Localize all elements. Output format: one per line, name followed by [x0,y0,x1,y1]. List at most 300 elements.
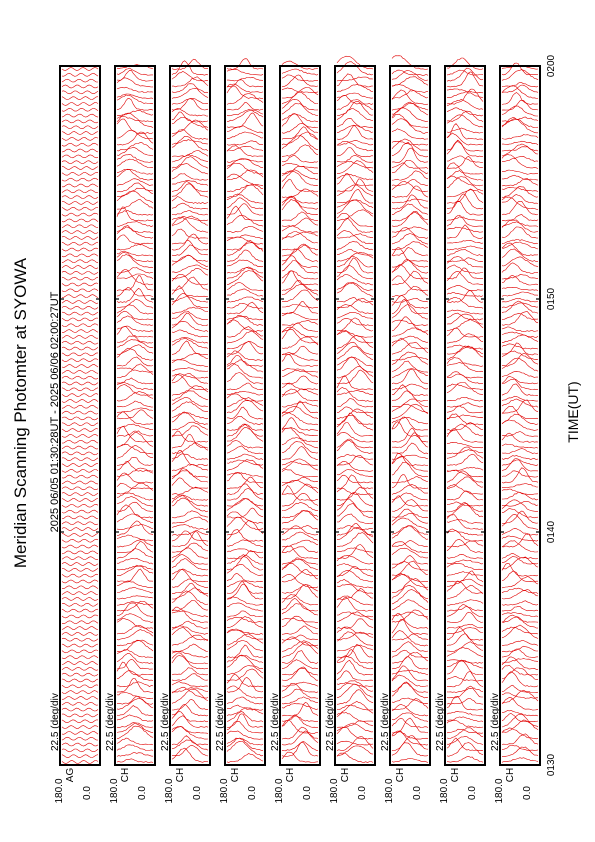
trace-line [447,374,483,378]
trace-line [392,103,428,110]
trace-line [227,237,263,244]
trace-line [447,554,483,558]
trace-line [282,69,318,75]
trace-line [447,140,483,151]
trace-line [447,470,483,477]
trace-line [502,197,538,209]
trace-line [172,77,208,87]
trace-line [337,455,373,465]
trace-line [392,233,428,244]
trace-line [337,439,373,448]
trace-line [337,304,373,313]
trace-line [282,212,318,221]
trace-line [172,443,208,454]
trace-line [447,240,483,243]
trace-line [117,210,153,215]
trace-line [172,464,208,471]
trace-line [392,212,428,226]
trace-line [172,607,208,623]
trace-line [62,568,98,571]
trace-line [62,283,98,286]
trace-line [447,357,483,371]
trace-line [337,213,373,226]
trace-line [337,727,373,739]
trace-line [117,582,153,588]
trace-line [447,729,483,733]
trace-line [117,68,153,75]
trace-line [447,115,483,127]
trace-line [227,316,263,320]
trace-line [447,688,483,693]
trace-line [392,227,428,233]
trace-line [172,98,208,104]
trace-line [502,332,538,337]
trace-line [117,715,153,722]
trace-line [502,141,538,145]
trace-line [392,731,428,739]
trace-line [62,167,98,170]
trace-line [117,698,153,709]
trace-line [282,532,318,540]
trace-line [227,611,263,617]
trace-line [117,221,153,226]
trace-line [502,508,538,518]
trace-line [227,141,263,145]
trace-line [227,498,263,510]
trace-line [172,117,208,127]
trace-line [392,758,428,762]
trace-line [447,310,483,314]
panel [445,58,485,765]
panels-group [50,56,540,804]
trace-line [62,539,98,542]
trace-line [117,640,153,646]
trace-line [502,641,538,646]
trace-line [227,282,263,290]
trace-line [447,176,483,191]
trace-line [392,455,428,459]
trace-line [62,219,98,222]
trace-line [502,685,538,692]
scale-label: 22.5 (deg/div [270,693,281,751]
trace-line [502,468,538,483]
trace-line [227,705,263,710]
x-tick-label: 0140 [546,520,557,544]
trace-line [447,660,483,675]
trace-line [62,97,98,100]
trace-line [227,341,263,354]
trace-line [502,70,538,81]
trace-line [227,383,263,390]
trace-line [227,641,263,651]
trace-line [227,198,263,209]
trace-line [227,78,263,81]
trace-line [62,376,98,379]
trace-line [117,253,153,262]
trace-line [62,685,98,688]
trace-line [282,261,318,274]
trace-line [282,305,318,309]
y-tick-label-max: 180.0 [384,778,395,804]
trace-line [282,603,318,615]
trace-line [392,361,428,372]
trace-line [337,387,373,401]
trace-line [172,84,208,93]
trace-line [447,579,483,586]
trace-line [502,303,538,308]
trace-line [227,159,263,168]
trace-line [62,615,98,618]
trace-line [282,689,318,698]
trace-line [117,78,153,87]
trace-line [117,255,153,268]
panel [390,56,430,765]
y-tick-label-max: 180.0 [439,778,450,804]
trace-line [227,674,263,686]
trace-line [337,391,373,395]
trace-line [337,256,373,267]
trace-line [282,447,318,460]
trace-line [227,557,263,570]
trace-line [392,204,428,215]
y-tick-label-min: 0.0 [522,786,533,800]
trace-line [172,154,208,162]
trace-line [62,499,98,502]
trace-line [227,194,263,203]
trace-line [62,673,98,676]
trace-line [337,125,373,133]
trace-line [502,227,538,238]
trace-line [447,442,483,448]
trace-line [227,472,263,483]
trace-line [227,400,263,413]
channel-label: CH [450,767,461,783]
trace-line [62,155,98,158]
trace-line [502,713,538,721]
trace-line [392,718,428,727]
trace-line [337,357,373,372]
trace-line [337,142,373,151]
trace-line [227,297,263,302]
trace-line [62,737,98,740]
trace-line [337,644,373,657]
trace-line [62,289,98,292]
trace-line [62,201,98,204]
trace-line [392,666,428,681]
trace-line [502,400,538,413]
trace-line [172,559,208,570]
trace-line [392,496,428,507]
trace-line [227,372,263,383]
trace-line [392,163,428,169]
trace-line [282,179,318,192]
trace-line [282,428,318,442]
channel-label: CH [505,767,516,783]
trace-line [117,745,153,751]
trace-line [172,368,208,372]
trace-line [62,161,98,164]
trace-line [502,734,538,745]
trace-line [447,624,483,628]
trace-line [282,271,318,279]
trace-line [447,249,483,256]
trace-line [337,200,373,214]
y-tick-label-max: 180.0 [54,778,65,804]
trace-line [392,356,428,360]
trace-line [62,248,98,251]
trace-line [502,420,538,431]
trace-line [227,235,263,239]
trace-line [62,184,98,187]
trace-line [62,172,98,175]
trace-line [227,754,263,763]
trace-line [337,210,373,221]
trace-line [62,708,98,711]
trace-line [282,170,318,180]
trace-line [392,650,428,657]
trace-line [337,84,373,91]
trace-line [62,137,98,140]
trace-line [172,211,208,216]
trace-line [62,73,98,76]
trace-line [227,617,263,622]
y-tick-label-min: 0.0 [192,786,203,800]
trace-line [117,524,153,529]
trace-line [117,94,153,99]
trace-line [117,401,153,407]
trace-line [282,353,318,361]
chart-title: Meridian Scanning Photomter at SYOWA [11,257,30,569]
trace-line [117,723,153,728]
trace-line [337,330,373,343]
trace-line [502,63,538,75]
trace-line [62,353,98,356]
trace-line [117,461,153,471]
trace-line [117,188,153,196]
trace-line [282,226,318,233]
trace-line [447,265,483,274]
trace-line [172,704,208,716]
trace-line [117,549,153,559]
trace-line [502,257,538,267]
scale-label: 22.5 (deg/div [160,693,171,751]
trace-line [502,187,538,191]
trace-line [392,417,428,423]
trace-line [172,59,208,69]
trace-line [62,295,98,298]
trace-line [117,70,153,81]
trace-line [62,102,98,105]
trace-line [447,227,483,232]
trace-line [282,546,318,559]
trace-line [447,600,483,606]
trace-line [337,283,373,296]
trace-line [392,384,428,390]
trace-line [392,199,428,203]
trace-line [172,543,208,552]
trace-line [117,696,153,704]
trace-line [337,318,373,325]
trace-line [62,400,98,403]
trace-line [62,557,98,560]
trace-line [392,548,428,558]
trace-line [392,462,428,477]
trace-line [62,423,98,426]
trace-line [117,410,153,419]
trace-line [502,471,538,477]
trace-line [392,84,428,92]
trace-line [337,455,373,460]
trace-line [62,254,98,257]
trace-line [337,514,373,524]
y-tick-label-max: 180.0 [494,778,505,804]
trace-line [227,440,263,448]
trace-line [117,191,153,203]
trace-line [502,327,538,332]
trace-line [502,690,538,703]
trace-line [62,714,98,717]
trace-line [392,385,428,396]
trace-line [62,592,98,595]
trace-line [282,284,318,295]
trace-line [282,540,318,547]
trace-line [117,446,153,459]
trace-line [172,611,208,617]
trace-line [337,690,373,705]
trace-line [62,597,98,600]
trace-line [62,213,98,216]
trace-line [392,320,428,326]
trace-line [282,244,318,256]
trace-line [227,714,263,728]
trace-line [502,292,538,296]
trace-line [502,287,538,290]
trace-line [117,496,153,506]
trace-line [227,146,263,157]
trace-line [117,87,153,92]
trace-line [227,473,263,477]
trace-line [502,456,538,460]
trace-line [62,324,98,327]
y-tick-label-min: 0.0 [137,786,148,800]
trace-line [282,155,318,163]
trace-line [172,621,208,628]
trace-line [62,638,98,641]
panel [60,66,100,765]
trace-line [282,682,318,686]
trace-line [62,120,98,123]
trace-line [62,662,98,665]
scale-label: 22.5 (deg/div [435,693,446,751]
trace-line [337,555,373,564]
panel [225,59,265,765]
trace-line [227,110,263,121]
trace-line [62,143,98,146]
trace-line [227,360,263,372]
trace-line [447,58,483,70]
trace-line [227,741,263,756]
trace-line [282,127,318,140]
trace-line [337,161,373,174]
trace-line [117,502,153,512]
trace-line [172,711,208,722]
trace-line [62,696,98,699]
panel [335,56,375,765]
trace-line [227,530,263,542]
trace-line [62,726,98,729]
trace-line [62,190,98,193]
trace-line [62,627,98,630]
trace-line [392,179,428,186]
trace-line [227,630,263,634]
trace-line [282,75,318,87]
trace-line [172,454,208,460]
scale-label: 22.5 (deg/div [215,693,226,751]
trace-line [447,111,483,122]
trace-line [337,433,373,442]
trace-line [392,699,428,710]
trace-line [62,68,98,71]
trace-line [62,761,98,764]
trace-line [62,359,98,362]
trace-line [62,335,98,338]
trace-line [62,493,98,496]
trace-line [447,756,483,762]
trace-line [227,424,263,436]
trace-line [447,585,483,599]
trace-line [117,559,153,565]
trace-line [62,603,98,606]
trace-line [282,526,318,535]
trace-line [337,656,373,669]
trace-line [62,446,98,449]
trace-line [392,456,428,471]
trace-line [502,433,538,442]
trace-line [62,126,98,129]
trace-line [392,443,428,454]
trace-line [62,266,98,269]
trace-line [447,133,483,145]
trace-line [62,475,98,478]
y-tick-label-min: 0.0 [82,786,93,800]
trace-line [337,741,373,745]
trace-line [282,493,318,506]
trace-line [282,413,318,425]
trace-line [172,339,208,349]
x-ticks-group [546,54,557,776]
trace-line [117,753,153,757]
trace-line [117,159,153,167]
trace-line [447,612,483,623]
trace-line [282,704,318,710]
trace-line [62,347,98,350]
trace-line [337,241,373,250]
trace-line [392,561,428,576]
trace-line [172,588,208,599]
trace-line [447,503,483,512]
trace-line [392,541,428,547]
channel-label: CH [285,767,296,783]
trace-line [227,216,263,227]
trace-line [337,200,373,208]
trace-line [62,260,98,263]
trace-line [172,511,208,518]
trace-line [62,545,98,548]
trace-line [447,698,483,704]
trace-line [227,341,263,349]
trace-line [337,650,373,664]
trace-line [117,659,153,669]
